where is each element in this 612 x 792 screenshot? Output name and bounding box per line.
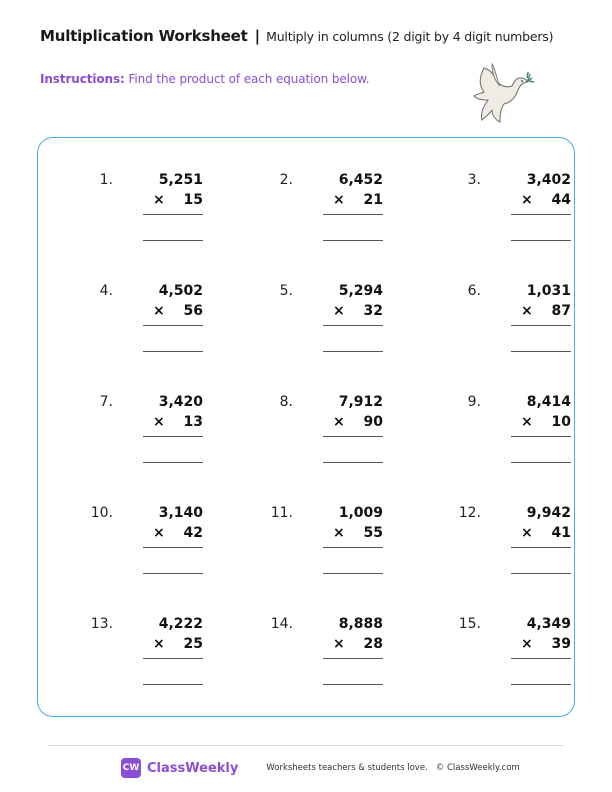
problem-number: 15.	[458, 616, 481, 632]
worksheet-header	[40, 27, 553, 45]
answer-line[interactable]	[143, 573, 203, 574]
footer-copyright: © ClassWeekly.com	[435, 763, 520, 773]
problem-4	[73, 283, 203, 363]
answer-line[interactable]	[511, 462, 571, 463]
problem-10	[73, 505, 203, 585]
multiplicand: 9,942	[526, 505, 571, 521]
answer-line[interactable]	[143, 351, 203, 352]
multiplicand: 3,402	[526, 172, 571, 188]
multiplier: 10	[551, 414, 571, 430]
product-line	[323, 214, 383, 215]
product-line	[511, 214, 571, 215]
times-icon: ×	[153, 303, 165, 319]
problem-number: 10.	[90, 505, 113, 521]
multiplicand: 4,349	[526, 616, 571, 632]
multiplier: 21	[363, 192, 383, 208]
times-icon: ×	[521, 525, 533, 541]
multiplier: 42	[183, 525, 203, 541]
multiplicand: 4,222	[158, 616, 203, 632]
product-line	[511, 436, 571, 437]
product-line	[511, 547, 571, 548]
multiplier: 25	[183, 636, 203, 652]
product-line	[143, 325, 203, 326]
problem-13	[73, 616, 203, 696]
instructions-label: Instructions:	[40, 72, 125, 86]
problem-number: 5.	[279, 283, 293, 299]
times-icon: ×	[333, 192, 345, 208]
multiplicand: 8,888	[338, 616, 383, 632]
multiplicand: 5,294	[338, 283, 383, 299]
answer-line[interactable]	[511, 240, 571, 241]
times-icon: ×	[153, 525, 165, 541]
problem-number: 6.	[467, 283, 481, 299]
problems-box	[37, 137, 575, 717]
multiplicand: 1,031	[526, 283, 571, 299]
product-line	[323, 658, 383, 659]
problem-1	[73, 172, 203, 252]
product-line	[143, 214, 203, 215]
times-icon: ×	[153, 414, 165, 430]
page-title: Multiplication Worksheet	[40, 27, 248, 45]
footer-tagline: Worksheets teachers & students love.	[266, 763, 428, 773]
answer-line[interactable]	[511, 573, 571, 574]
footer-divider	[48, 745, 564, 746]
product-line	[511, 658, 571, 659]
problem-number: 13.	[90, 616, 113, 632]
multiplier: 28	[363, 636, 383, 652]
multiplicand: 3,140	[158, 505, 203, 521]
problem-number: 14.	[270, 616, 293, 632]
problem-number: 12.	[458, 505, 481, 521]
product-line	[323, 547, 383, 548]
problem-12	[441, 505, 571, 585]
answer-line[interactable]	[143, 684, 203, 685]
answer-line[interactable]	[511, 351, 571, 352]
instructions	[40, 72, 369, 86]
problem-number: 2.	[279, 172, 293, 188]
problem-2	[253, 172, 383, 252]
multiplier: 13	[183, 414, 203, 430]
multiplier: 41	[551, 525, 571, 541]
times-icon: ×	[333, 414, 345, 430]
times-icon: ×	[333, 525, 345, 541]
problem-14	[253, 616, 383, 696]
times-icon: ×	[521, 414, 533, 430]
product-line	[143, 547, 203, 548]
problem-5	[253, 283, 383, 363]
times-icon: ×	[521, 636, 533, 652]
multiplier: 32	[363, 303, 383, 319]
instructions-text: Find the product of each equation below.	[124, 72, 370, 86]
times-icon: ×	[153, 636, 165, 652]
problem-15	[441, 616, 571, 696]
times-icon: ×	[333, 636, 345, 652]
times-icon: ×	[153, 192, 165, 208]
multiplier: 90	[363, 414, 383, 430]
answer-line[interactable]	[323, 462, 383, 463]
problem-number: 9.	[467, 394, 481, 410]
product-line	[143, 658, 203, 659]
footer	[121, 758, 520, 778]
times-icon: ×	[521, 192, 533, 208]
page-subtitle: Multiply in columns (2 digit by 4 digit numbers)	[266, 29, 554, 44]
problem-number: 8.	[279, 394, 293, 410]
problem-6	[441, 283, 571, 363]
multiplier: 44	[551, 192, 571, 208]
title-separator: |	[254, 27, 261, 45]
multiplicand: 3,420	[158, 394, 203, 410]
multiplier: 55	[363, 525, 383, 541]
problem-11	[253, 505, 383, 585]
classweekly-logo-icon: CW	[121, 758, 141, 778]
problem-8	[253, 394, 383, 474]
multiplicand: 1,009	[338, 505, 383, 521]
multiplier: 15	[183, 192, 203, 208]
problem-number: 3.	[467, 172, 481, 188]
product-line	[323, 436, 383, 437]
problem-number: 11.	[270, 505, 293, 521]
problem-7	[73, 394, 203, 474]
answer-line[interactable]	[323, 684, 383, 685]
answer-line[interactable]	[323, 351, 383, 352]
answer-line[interactable]	[143, 240, 203, 241]
multiplicand: 4,502	[158, 283, 203, 299]
multiplier: 39	[551, 636, 571, 652]
dove-icon	[470, 60, 536, 128]
answer-line[interactable]	[143, 462, 203, 463]
problem-3	[441, 172, 571, 252]
answer-line[interactable]	[323, 240, 383, 241]
problem-9	[441, 394, 571, 474]
answer-line[interactable]	[323, 573, 383, 574]
multiplier: 87	[551, 303, 571, 319]
product-line	[511, 325, 571, 326]
times-icon: ×	[333, 303, 345, 319]
answer-line[interactable]	[511, 684, 571, 685]
problem-number: 4.	[99, 283, 113, 299]
times-icon: ×	[521, 303, 533, 319]
problem-number: 7.	[99, 394, 113, 410]
multiplicand: 7,912	[338, 394, 383, 410]
product-line	[323, 325, 383, 326]
multiplicand: 8,414	[526, 394, 571, 410]
multiplicand: 6,452	[338, 172, 383, 188]
brand-name: ClassWeekly	[147, 760, 239, 776]
product-line	[143, 436, 203, 437]
multiplicand: 5,251	[158, 172, 203, 188]
multiplier: 56	[183, 303, 203, 319]
problem-number: 1.	[99, 172, 113, 188]
